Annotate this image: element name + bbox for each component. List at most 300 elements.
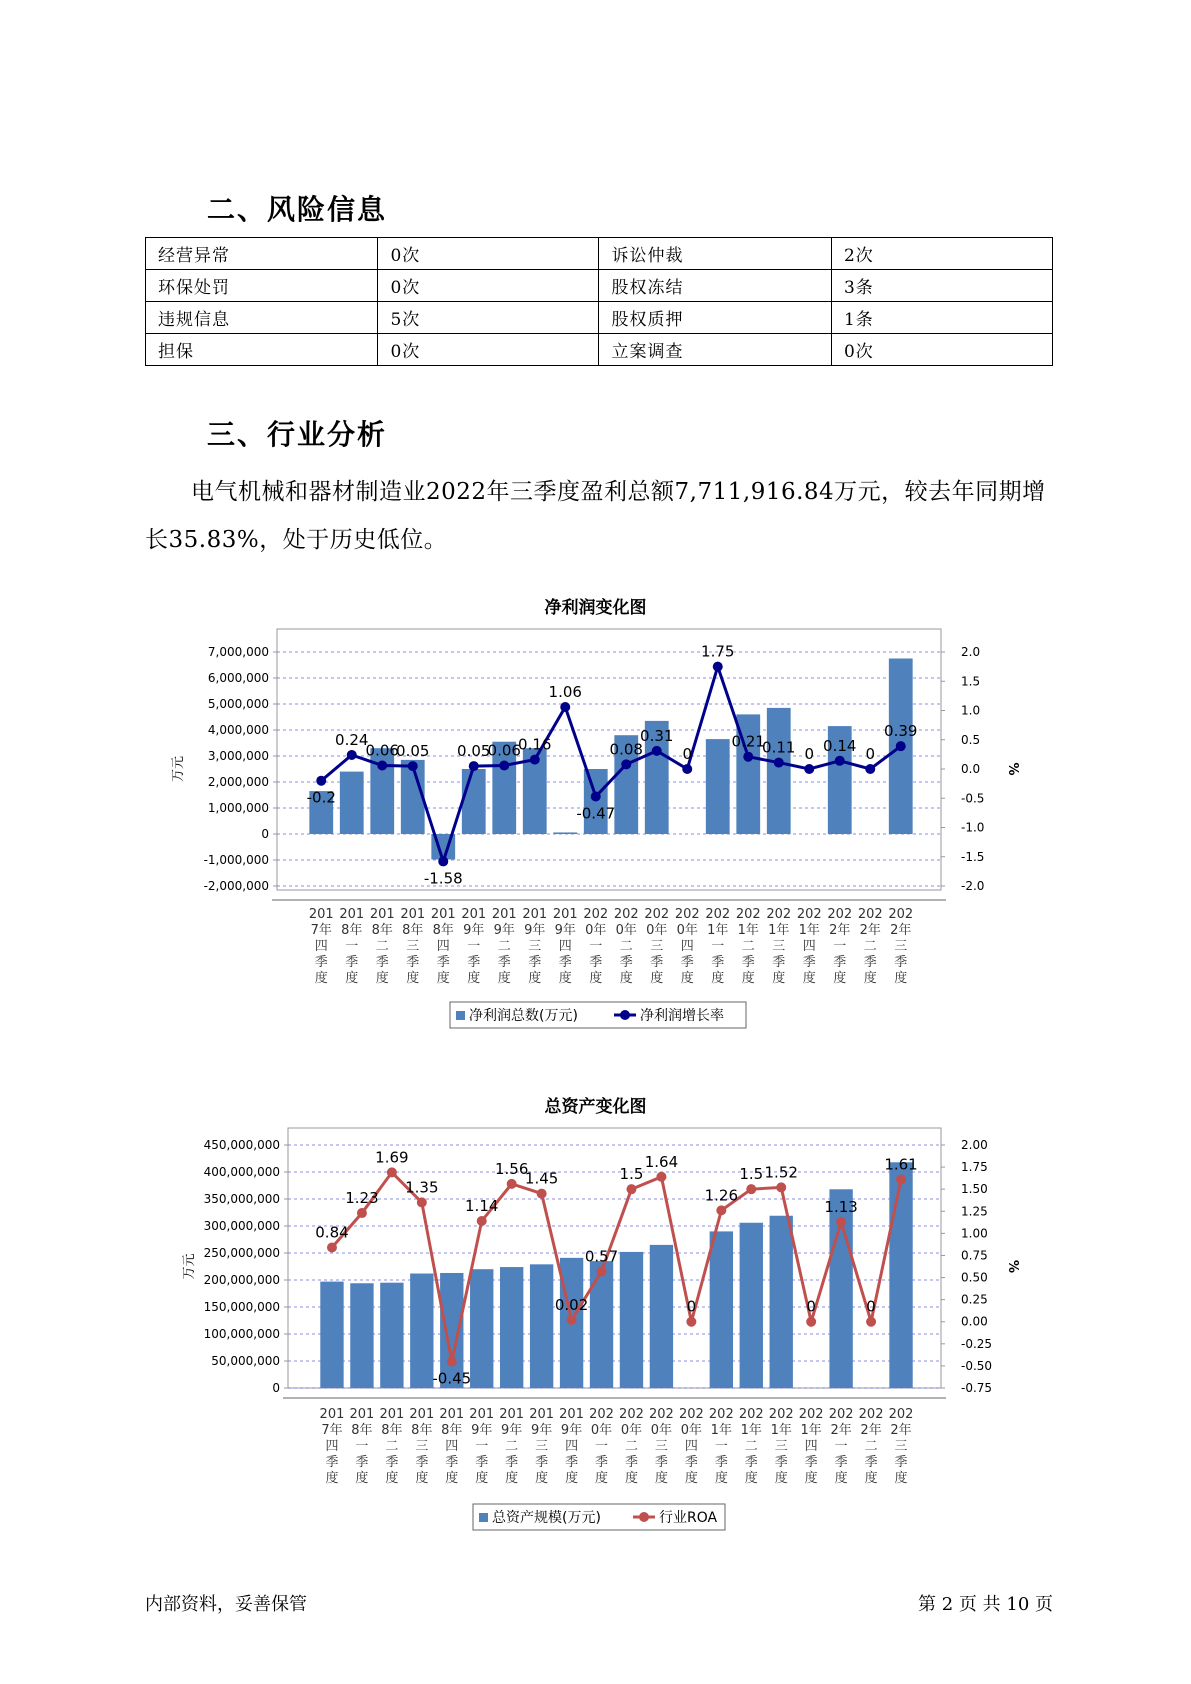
x-tick-label-part: 季 [894, 1455, 908, 1470]
x-tick-label-part: 202 [766, 907, 792, 922]
x-tick-label-part: 季 [314, 955, 328, 970]
y-tick-label: 7,000,000 [207, 645, 269, 659]
data-label: 0 [806, 1297, 816, 1316]
line-point [743, 752, 753, 762]
data-label: 0.11 [762, 738, 796, 757]
x-tick-label-part: 8年 [402, 923, 424, 938]
risk-item-value: 0次 [378, 270, 599, 302]
risk-item-value: 0次 [378, 334, 599, 366]
x-tick-label-part: 一 [589, 939, 603, 954]
x-tick-label-part: 季 [711, 955, 725, 970]
x-tick-label-part: 四 [558, 939, 572, 954]
x-tick-label-part: 1年 [740, 1423, 762, 1438]
x-tick-label-part: 季 [558, 955, 572, 970]
bar [553, 832, 577, 834]
x-tick-label [736, 907, 761, 986]
line-point [499, 760, 509, 770]
data-label: 0 [804, 745, 815, 763]
section-title-industry: 三、行业分析 [207, 418, 388, 451]
x-tick-label-part: 度 [772, 971, 786, 986]
x-tick-label-part: 度 [589, 971, 603, 986]
line-point [804, 764, 814, 774]
legend [450, 1002, 746, 1028]
x-tick-label-part: 度 [714, 1471, 728, 1486]
x-tick-label-part: 202 [644, 907, 670, 922]
data-label: 0.06 [365, 741, 399, 760]
x-tick-label [431, 907, 456, 986]
x-tick-label-part: 1年 [798, 923, 820, 938]
x-tick-label-part: 度 [894, 1471, 908, 1486]
x-tick-label-part: 季 [772, 955, 786, 970]
y2-tick-label: 0.00 [961, 1314, 988, 1329]
x-tick-label-part: 7年 [310, 923, 332, 938]
line-point [417, 1197, 427, 1207]
y-tick-label: 5,000,000 [207, 697, 269, 711]
y2-tick-label: 2.00 [961, 1138, 988, 1152]
table-row [146, 334, 1053, 366]
x-tick-label-part: 201 [559, 1407, 584, 1422]
x-tick-label-part: 二 [385, 1439, 399, 1454]
x-tick-label-part: 度 [650, 971, 664, 986]
line-point [507, 1179, 517, 1189]
legend-line-marker [620, 1010, 630, 1020]
x-tick-label-part: 季 [650, 955, 664, 970]
x-tick-label-part: 季 [436, 955, 450, 970]
x-tick-label-part: 9年 [554, 923, 576, 938]
x-tick-label-part: 季 [325, 1455, 339, 1470]
x-tick-label-part: 季 [774, 1455, 788, 1470]
x-tick-label [889, 1407, 914, 1486]
x-tick-label-part: 202 [678, 1407, 704, 1422]
x-tick-label-part: 季 [345, 955, 359, 970]
x-tick-label [888, 907, 913, 986]
x-tick-label-part: 季 [804, 1455, 818, 1470]
x-tick-label-part: 度 [436, 971, 450, 986]
x-tick-label [309, 907, 334, 986]
legend-bar-swatch [456, 1011, 465, 1020]
x-tick-label [705, 907, 730, 986]
data-label: 0.05 [457, 742, 491, 761]
x-tick-label-part: 季 [802, 955, 816, 970]
y2-tick-label: 1.0 [961, 703, 981, 718]
x-tick-label-part: 二 [741, 939, 755, 954]
x-tick-label-part: 201 [409, 1407, 435, 1422]
x-tick-label-part: 9年 [493, 923, 515, 938]
x-tick-label-part: 度 [558, 971, 572, 986]
x-tick-label [469, 1407, 494, 1486]
x-tick-label-part: 202 [674, 907, 700, 922]
y2-tick-label: -0.50 [961, 1358, 993, 1373]
risk-item-value: 3条 [831, 270, 1052, 302]
table-row [146, 270, 1053, 302]
x-tick-label-part: 一 [711, 939, 725, 954]
x-tick-label-part: 202 [858, 1407, 884, 1422]
legend-line-label: 行业ROA [659, 1510, 718, 1526]
x-tick-label [379, 1407, 404, 1486]
x-tick-label-part: 度 [355, 1471, 369, 1486]
x-tick-label [709, 1407, 734, 1486]
y-tick-label: 4,000,000 [207, 723, 269, 737]
x-tick-label-part: 0年 [585, 923, 607, 938]
data-label: 1.64 [644, 1152, 679, 1171]
x-tick-label-part: 三 [650, 939, 664, 954]
x-tick-label-part: 202 [613, 907, 639, 922]
x-tick-label-part: 度 [711, 971, 725, 986]
risk-item-label: 股权冻结 [599, 270, 831, 302]
footer-note: 内部资料，妥善保管 [145, 1594, 307, 1615]
x-tick-label-part: 度 [565, 1471, 579, 1486]
x-tick-label-part: 0年 [650, 1423, 673, 1438]
x-tick-label-part: 三 [654, 1439, 668, 1454]
x-tick-label-part: 202 [738, 1407, 764, 1422]
x-tick-label-part: 0年 [680, 1423, 703, 1438]
y-tick-label: 50,000,000 [211, 1354, 280, 1368]
x-tick-label-part: 度 [744, 1471, 758, 1486]
x-tick-label-part: 202 [768, 1407, 794, 1422]
x-tick-label-part: 三 [415, 1439, 429, 1454]
x-tick-label-part: 季 [528, 955, 542, 970]
x-tick-label-part: 202 [828, 1407, 854, 1422]
x-tick-label [461, 907, 486, 986]
x-tick-label-part: 2年 [859, 923, 881, 938]
x-tick-label-part: 1年 [768, 923, 790, 938]
x-tick-label [614, 907, 639, 986]
x-tick-label-part: 1年 [770, 1423, 792, 1438]
x-tick-label-part: 度 [535, 1471, 549, 1486]
x-tick-label-part: 三 [894, 939, 908, 954]
bar [767, 708, 791, 834]
x-tick-label-part: 9年 [560, 1423, 583, 1438]
x-tick-label-part: 8年 [381, 1423, 403, 1438]
x-tick-label-part: 二 [624, 1439, 638, 1454]
risk-item-label: 担保 [146, 334, 378, 366]
x-tick-label-part: 201 [461, 907, 487, 922]
x-tick-label-part: 0年 [590, 1423, 613, 1438]
x-tick-label-part: 201 [379, 1407, 405, 1422]
x-tick-label [499, 1407, 524, 1486]
x-tick-label-part: 201 [439, 1407, 465, 1422]
risk-table [145, 237, 1053, 366]
x-tick-label-part: 一 [595, 1439, 609, 1454]
x-tick-label [766, 907, 791, 986]
bar [650, 1245, 673, 1388]
x-tick-label-part: 2年 [890, 923, 912, 938]
x-tick-label-part: 季 [535, 1455, 549, 1470]
bar [380, 1283, 403, 1388]
x-tick-label-part: 季 [375, 955, 389, 970]
y2-tick-label: 0.75 [961, 1248, 988, 1263]
bar [770, 1216, 793, 1388]
x-tick-label-part: 季 [684, 1455, 698, 1470]
line-point [774, 758, 784, 768]
x-tick-label [583, 907, 608, 986]
data-label: -0.47 [576, 804, 616, 823]
x-tick-label-part: 度 [804, 1471, 818, 1486]
x-tick-label-part: 季 [589, 955, 603, 970]
total-assets-chart [0, 1118, 1191, 1548]
x-tick-label-part: 季 [864, 1455, 878, 1470]
x-tick-label-part: 三 [535, 1439, 549, 1454]
x-tick-label-part: 202 [735, 907, 761, 922]
x-tick-label-part: 一 [475, 1439, 489, 1454]
y-tick-label: 150,000,000 [203, 1300, 280, 1314]
x-tick-label-part: 度 [654, 1471, 668, 1486]
bar [706, 739, 730, 834]
y2-tick-label: -0.25 [961, 1336, 993, 1351]
x-tick-label [679, 1407, 704, 1486]
line-point [560, 702, 570, 712]
x-tick-label-part: 季 [624, 1455, 638, 1470]
data-label: 1.23 [345, 1189, 379, 1208]
data-label: 0 [686, 1297, 697, 1316]
data-label: 1.69 [375, 1148, 409, 1167]
x-tick-label-part: 度 [624, 1471, 638, 1486]
x-tick-label [553, 907, 578, 986]
data-label: 0.57 [584, 1247, 619, 1266]
y-tick-label: 200,000,000 [203, 1273, 280, 1287]
risk-item-label: 经营异常 [146, 238, 378, 270]
x-tick-label-part: 一 [834, 1439, 848, 1454]
line-point [656, 1172, 666, 1182]
x-tick-label-part: 一 [833, 939, 847, 954]
x-tick-label-part: 202 [796, 907, 822, 922]
y2-tick-label: 0.0 [961, 762, 981, 776]
x-tick-label-part: 季 [565, 1455, 579, 1470]
x-tick-label-part: 季 [833, 955, 847, 970]
line-point [686, 1317, 696, 1327]
x-tick-label-part: 201 [491, 907, 517, 922]
data-label: 1.13 [824, 1197, 858, 1216]
net-profit-chart [0, 620, 1191, 1040]
x-tick-label-part: 四 [445, 1439, 459, 1454]
line-point [621, 759, 631, 769]
x-tick-label-part: 201 [430, 907, 456, 922]
x-tick-label-part: 2年 [860, 1423, 882, 1438]
y-tick-label: 6,000,000 [207, 671, 269, 685]
x-tick-label [797, 907, 822, 986]
line-point [806, 1317, 816, 1327]
line-point [347, 750, 357, 760]
x-tick-label-part: 四 [314, 939, 328, 954]
y2-axis-label: % [1005, 1259, 1020, 1274]
line-point [408, 761, 418, 771]
data-label: 0.08 [609, 740, 643, 759]
x-tick-label-part: 二 [619, 939, 633, 954]
x-tick-label [829, 1407, 854, 1486]
risk-item-value: 1条 [831, 302, 1052, 334]
y-tick-label: 100,000,000 [203, 1327, 280, 1341]
data-label: -0.45 [432, 1369, 472, 1388]
y2-tick-label: -0.75 [961, 1381, 993, 1395]
y-tick-label: 300,000,000 [203, 1219, 280, 1233]
x-tick-label-part: 季 [595, 1455, 609, 1470]
x-tick-label-part: 二 [744, 1439, 758, 1454]
x-tick-label-part: 202 [589, 1407, 614, 1422]
data-label: 0.31 [640, 726, 674, 745]
bar [590, 1261, 613, 1388]
x-tick-label-part: 季 [445, 1455, 459, 1470]
y-tick-label: 2,000,000 [207, 775, 269, 789]
line-point [716, 1205, 726, 1215]
x-tick-label [409, 1407, 434, 1486]
line-point [438, 856, 448, 866]
x-tick-label-part: 201 [349, 1407, 375, 1422]
y2-tick-label: -0.5 [961, 791, 985, 806]
x-tick-label-part: 9年 [463, 923, 485, 938]
line-point [865, 764, 875, 774]
x-tick-label-part: 9年 [524, 923, 546, 938]
x-tick-label-part: 二 [863, 939, 877, 954]
x-tick-label-part: 三 [406, 939, 420, 954]
x-tick-label-part: 季 [680, 955, 694, 970]
legend-line-label: 净利润增长率 [640, 1008, 724, 1024]
data-label: 1.56 [494, 1159, 529, 1178]
data-label: 0.24 [335, 730, 369, 749]
x-tick-label-part: 一 [345, 939, 359, 954]
y2-axis-label: % [1005, 762, 1020, 776]
x-tick-label-part: 1年 [710, 1423, 732, 1438]
x-tick-label-part: 度 [475, 1471, 489, 1486]
x-tick-label-part: 9年 [501, 1423, 523, 1438]
x-tick-label-part: 度 [774, 1471, 788, 1486]
x-tick-label-part: 季 [385, 1455, 399, 1470]
bar [350, 1283, 373, 1388]
x-tick-label-part: 8年 [441, 1423, 463, 1438]
x-tick-label-part: 季 [406, 955, 420, 970]
x-tick-label [675, 907, 700, 986]
x-tick-label-part: 1年 [737, 923, 759, 938]
y-tick-label: -2,000,000 [203, 879, 269, 893]
x-tick-label-part: 度 [505, 1471, 519, 1486]
x-tick-label [827, 907, 852, 986]
line-point [316, 776, 326, 786]
y-tick-label: 3,000,000 [207, 749, 269, 763]
y2-tick-label: 2.0 [961, 645, 981, 659]
x-tick-label-part: 2年 [829, 923, 851, 938]
x-tick-label-part: 9年 [471, 1423, 493, 1438]
line-point [537, 1189, 547, 1199]
x-tick-label-part: 度 [833, 971, 847, 986]
x-tick-label-part: 度 [619, 971, 633, 986]
line-point [469, 761, 479, 771]
x-tick-label-part: 1年 [707, 923, 729, 938]
data-label: 0.05 [396, 742, 430, 761]
x-tick-label-part: 度 [834, 1471, 848, 1486]
data-label: 1.52 [764, 1163, 798, 1182]
data-label: 0.21 [731, 732, 765, 751]
chart-title-net-profit: 净利润变化图 [544, 598, 647, 618]
y-tick-label: 0 [261, 827, 269, 841]
x-tick-label-part: 2年 [890, 1423, 912, 1438]
x-tick-label-part: 201 [339, 907, 365, 922]
x-tick-label [858, 907, 883, 986]
x-tick-label-part: 季 [744, 1455, 758, 1470]
x-tick-label-part: 201 [499, 1407, 525, 1422]
x-tick-label [649, 1407, 674, 1486]
y-tick-label: 350,000,000 [203, 1192, 280, 1206]
risk-item-value: 0次 [831, 334, 1052, 366]
y2-tick-label: 1.00 [961, 1226, 988, 1241]
x-tick-label-part: 三 [528, 939, 542, 954]
line-point [746, 1184, 756, 1194]
line-point [776, 1182, 786, 1192]
y-tick-label: 0 [272, 1381, 280, 1395]
y2-tick-label: 0.5 [961, 732, 981, 747]
y2-tick-label: 1.75 [961, 1160, 988, 1175]
x-tick-label-part: 二 [497, 939, 511, 954]
x-tick-label-part: 201 [469, 1407, 495, 1422]
table-row [146, 238, 1053, 270]
x-tick-label-part: 202 [827, 907, 853, 922]
x-tick-label-part: 201 [400, 907, 426, 922]
line-point [652, 746, 662, 756]
y-tick-label: 250,000,000 [203, 1246, 280, 1260]
x-tick-label-part: 9年 [530, 1423, 553, 1438]
x-tick-label [529, 1407, 554, 1486]
x-tick-label-part: 度 [445, 1471, 459, 1486]
bar [500, 1267, 523, 1388]
y2-tick-label: 1.5 [961, 674, 981, 689]
x-tick-label-part: 度 [325, 1471, 339, 1486]
legend-line-marker [639, 1512, 649, 1522]
x-tick-label [350, 1407, 375, 1486]
x-tick-label-part: 度 [680, 971, 694, 986]
data-label: -1.58 [423, 869, 463, 888]
x-tick-label-part: 四 [802, 939, 816, 954]
x-tick-label-part: 度 [863, 971, 877, 986]
x-tick-label-part: 季 [741, 955, 755, 970]
data-label: -0.2 [306, 788, 336, 807]
y2-tick-label: 0.25 [961, 1292, 988, 1307]
x-tick-label [739, 1407, 764, 1486]
x-tick-label-part: 季 [863, 955, 877, 970]
x-tick-label-part: 四 [436, 939, 450, 954]
risk-item-value: 0次 [378, 238, 599, 270]
table-row [146, 302, 1053, 334]
line-point [896, 1174, 906, 1184]
line-point [626, 1184, 636, 1194]
x-tick-label-part: 季 [894, 955, 908, 970]
x-tick-label-part: 度 [314, 971, 328, 986]
bar [410, 1274, 433, 1388]
x-tick-label [619, 1407, 644, 1486]
line-point [836, 1217, 846, 1227]
line-point [835, 756, 845, 766]
y2-tick-label: -2.0 [961, 879, 985, 893]
x-tick-label-part: 度 [345, 971, 359, 986]
x-tick-label-part: 201 [522, 907, 548, 922]
y-axis-label: 万元 [182, 1253, 197, 1280]
x-tick-label-part: 二 [864, 1439, 878, 1454]
line-point [447, 1356, 457, 1366]
x-tick-label-part: 三 [772, 939, 786, 954]
x-tick-label-part: 度 [467, 971, 481, 986]
x-tick-label-part: 201 [308, 907, 334, 922]
x-tick-label-part: 季 [505, 1455, 519, 1470]
x-tick-label-part: 202 [857, 907, 883, 922]
risk-item-label: 立案调查 [599, 334, 831, 366]
bar [620, 1252, 643, 1388]
x-tick-label-part: 201 [552, 907, 578, 922]
x-tick-label-part: 度 [375, 971, 389, 986]
data-label: 1.35 [405, 1178, 439, 1197]
data-label: 0 [682, 745, 693, 763]
data-label: 0.02 [554, 1295, 589, 1314]
y-tick-label: -1,000,000 [203, 853, 269, 867]
x-tick-label-part: 202 [708, 1407, 734, 1422]
line-point [357, 1208, 367, 1218]
industry-paragraph: 电气机械和器材制造业2022年三季度盈利总额7,711,916.84万元，较去年同期增长35.83%，处于历史低位。 [145, 479, 1046, 553]
